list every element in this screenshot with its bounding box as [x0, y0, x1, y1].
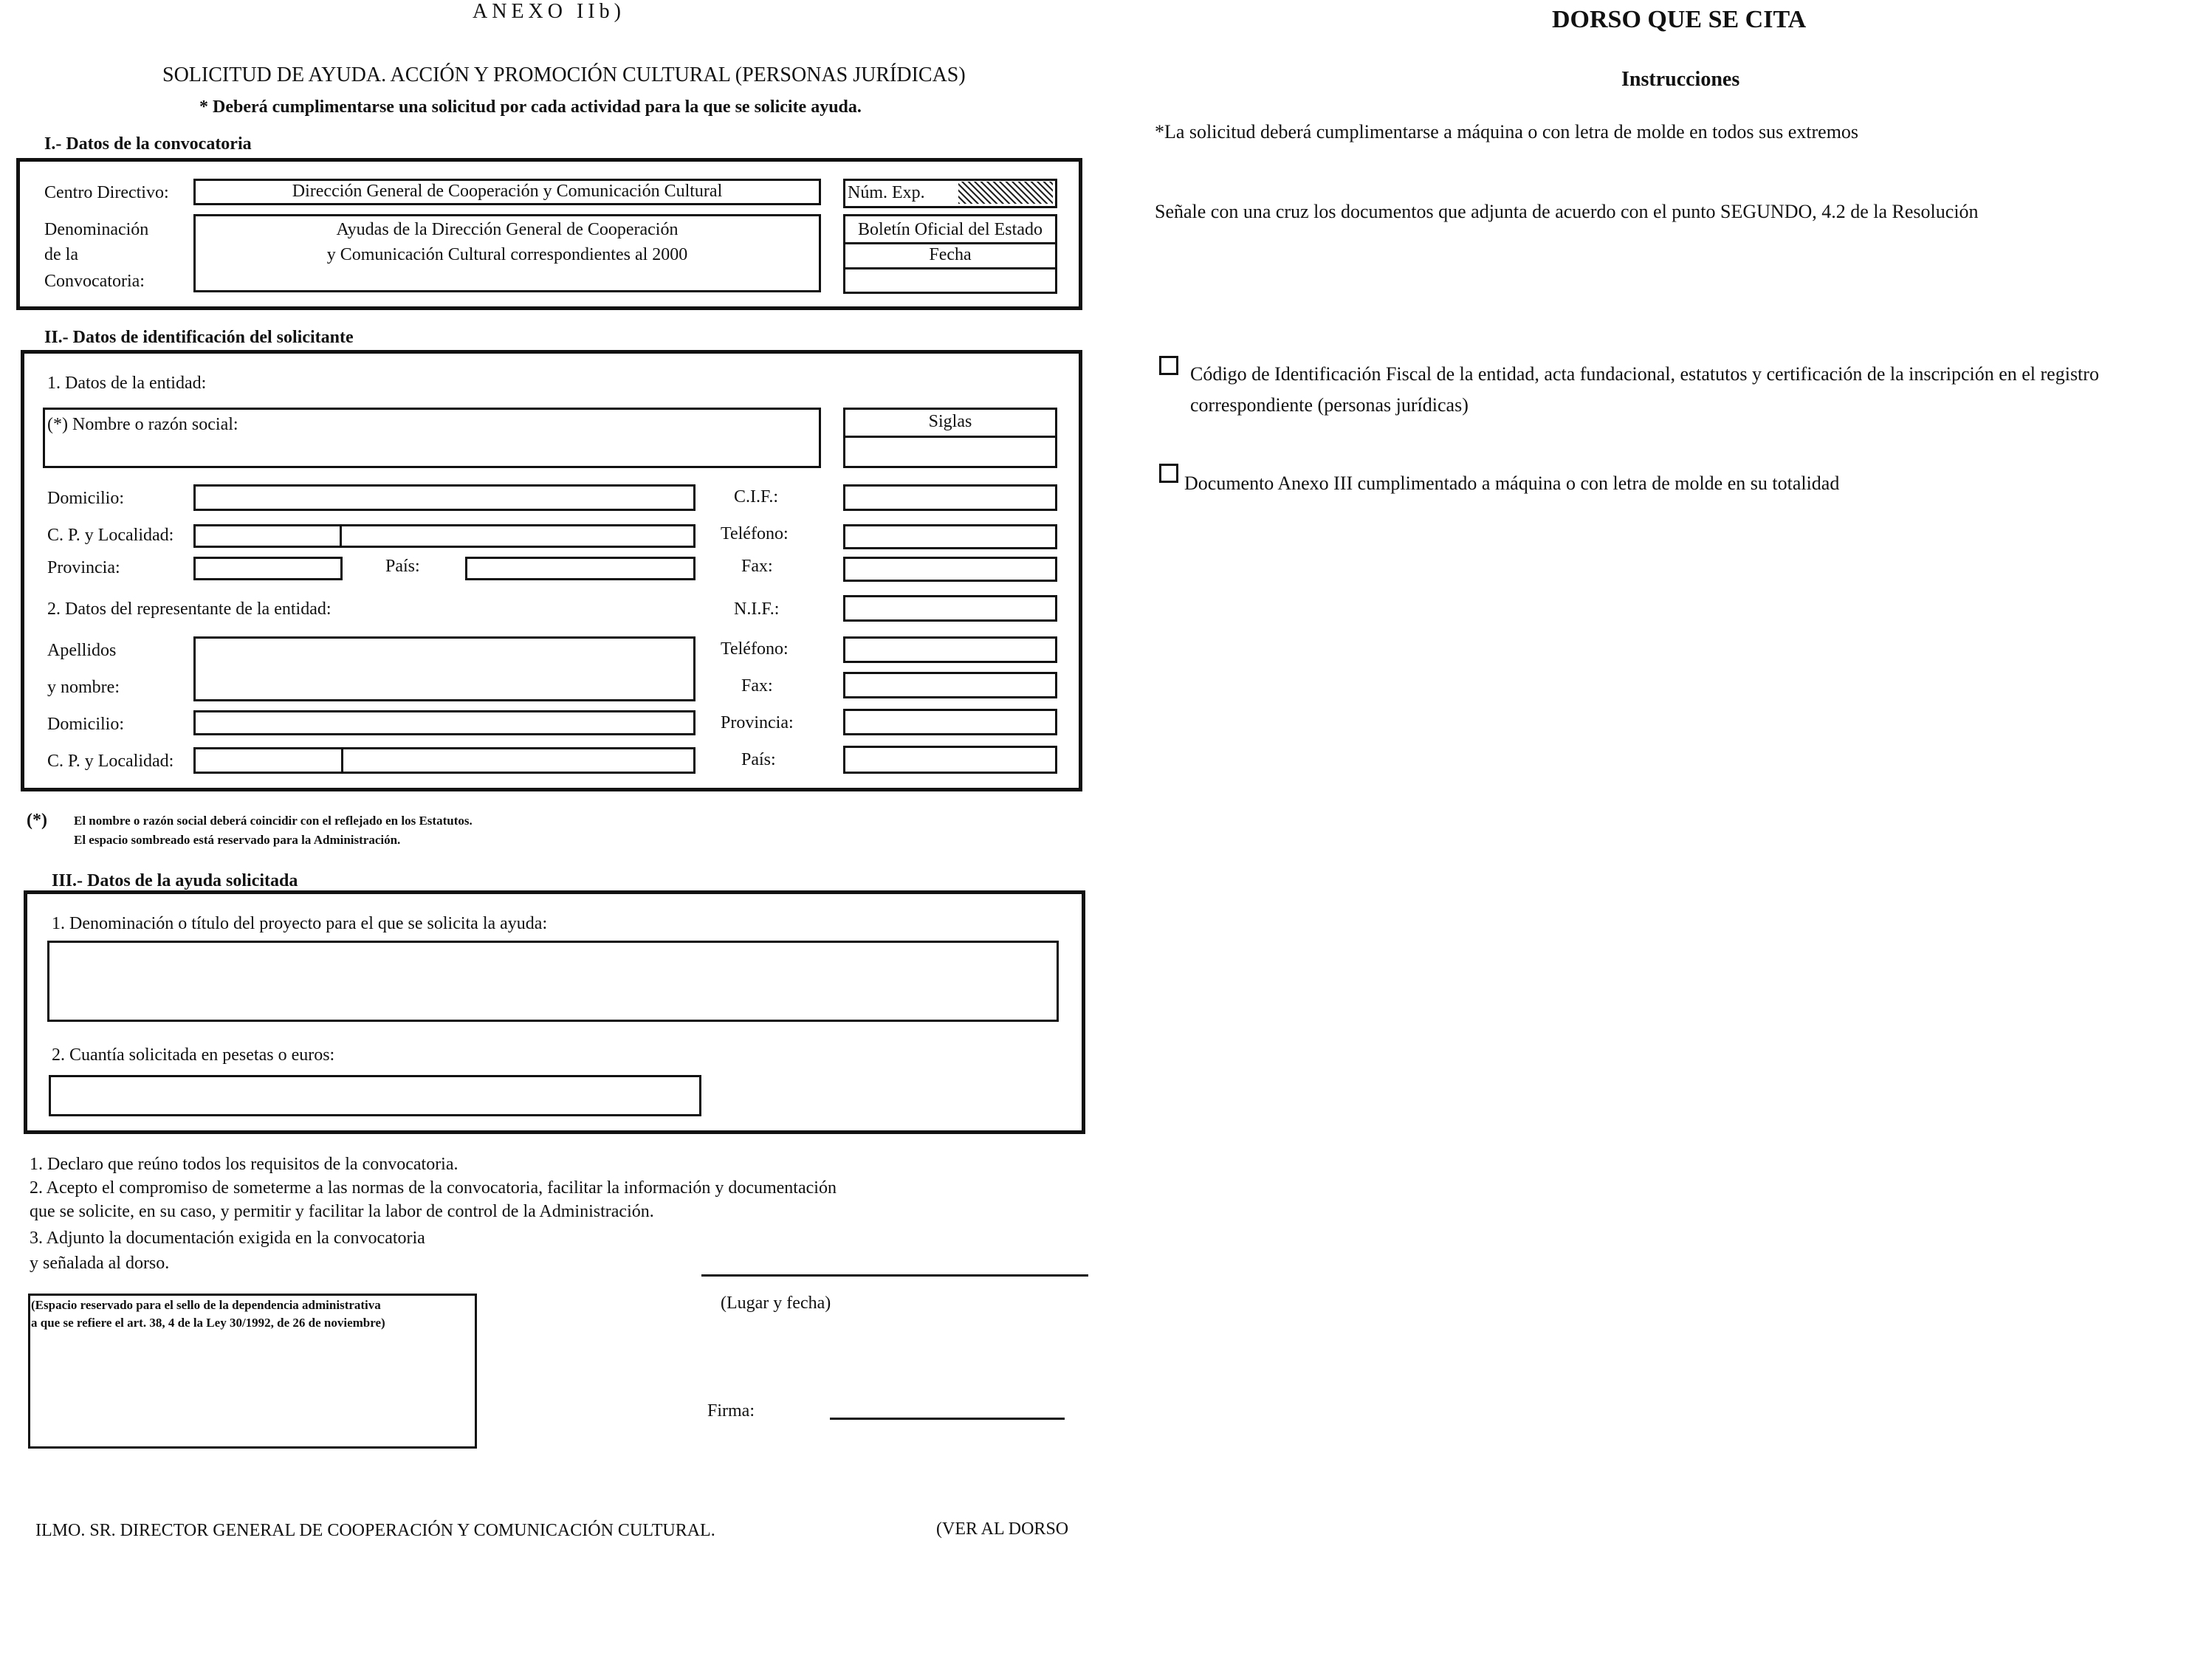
denominacion-label-3: Convocatoria: [44, 272, 145, 291]
instruction-1: *La solicitud deberá cumplimentarse a máquina o con letra de molde en todos sus extremos [1155, 121, 1859, 142]
centro-label: Centro Directivo: [44, 183, 169, 202]
telefono-label: Teléfono: [721, 524, 789, 543]
rep-cp-divider [341, 747, 343, 774]
checkbox-cif[interactable] [1159, 356, 1178, 375]
apellidos-label: Apellidos [47, 641, 117, 660]
fecha-label: Fecha [929, 245, 972, 264]
rep-cp-field[interactable] [193, 747, 695, 774]
num-exp-label: Núm. Exp. [848, 183, 925, 202]
cp-field[interactable] [193, 524, 695, 548]
nombre-label: (*) Nombre o razón social: [47, 415, 238, 434]
checkbox-anexo3[interactable] [1159, 464, 1178, 483]
stamp-line1: (Espacio reservado para el sello de la dependencia administrativa [31, 1298, 381, 1312]
footnote-line1: El nombre o razón social deberá coincidir con el reflejado en los Estatutos. [74, 814, 473, 828]
rep-fax-label: Fax: [741, 676, 773, 695]
cp-divider [340, 524, 342, 548]
checkbox-cif-label-1: Código de Identificación Fiscal de la entidad, acta fundacional, estatutos y certificación de la inscripción en el registro [1190, 363, 2099, 385]
pais-field[interactable] [465, 557, 695, 580]
firma-label: Firma: [707, 1401, 755, 1421]
num-exp-shaded [958, 182, 1053, 204]
domicilio-label: Domicilio: [47, 489, 124, 508]
fecha-divider [843, 267, 1057, 269]
entidad-label: 1. Datos de la entidad: [47, 374, 207, 393]
y-nombre-label: y nombre: [47, 678, 120, 697]
annex-title: ANEXO IIb) [473, 0, 625, 23]
rep-pais-field[interactable] [843, 746, 1057, 774]
lugar-fecha-line[interactable] [701, 1274, 1088, 1277]
cp-label: C. P. y Localidad: [47, 526, 174, 545]
provincia-label: Provincia: [47, 558, 120, 577]
dorso-title: DORSO QUE SE CITA [1552, 6, 1807, 33]
ver-dorso: (VER AL DORSO [936, 1519, 1069, 1539]
section1-heading: I.- Datos de la convocatoria [44, 134, 252, 154]
fax-label: Fax: [741, 557, 773, 576]
instruction-2: Señale con una cruz los documentos que adjunta de acuerdo con el punto SEGUNDO, 4.2 de la Resolución [1155, 201, 1979, 222]
addressee: ILMO. SR. DIRECTOR GENERAL DE COOPERACIÓN Y COMUNICACIÓN CULTURAL. [35, 1521, 715, 1540]
siglas-label: Siglas [928, 412, 972, 431]
section3-heading: III.- Datos de la ayuda solicitada [52, 871, 298, 890]
form-title: SOLICITUD DE AYUDA. ACCIÓN Y PROMOCIÓN CULTURAL (PERSONAS JURÍDICAS) [162, 63, 966, 86]
footnote-line2: El espacio sombreado está reservado para la Administración. [74, 833, 401, 847]
titulo-field[interactable] [47, 941, 1059, 1022]
denominacion-label-1: Denominación [44, 220, 149, 239]
firma-line[interactable] [830, 1418, 1065, 1420]
representante-label: 2. Datos del representante de la entidad: [47, 600, 332, 619]
apellidos-field[interactable] [193, 636, 695, 701]
rep-telefono-label: Teléfono: [721, 639, 789, 659]
boe-divider [843, 242, 1057, 244]
titulo-label: 1. Denominación o título del proyecto para el que se solicita la ayuda: [52, 914, 548, 933]
instructions-subtitle: Instrucciones [1621, 68, 1740, 91]
rep-cp-label: C. P. y Localidad: [47, 752, 174, 771]
stamp-line2: a que se refiere el art. 38, 4 de la Ley 30/1992, de 26 de noviembre) [31, 1316, 385, 1330]
cuantia-field[interactable] [49, 1075, 701, 1116]
nif-label: N.I.F.: [734, 600, 780, 619]
denominacion-label-2: de la [44, 245, 78, 264]
telefono-field[interactable] [843, 524, 1057, 549]
cuantia-label: 2. Cuantía solicitada en pesetas o euros: [52, 1045, 335, 1065]
checkbox-cif-label-2: correspondiente (personas jurídicas) [1190, 394, 1469, 416]
provincia-field[interactable] [193, 557, 343, 580]
pais-label: País: [385, 557, 420, 576]
cif-label: C.I.F.: [734, 487, 779, 506]
rep-pais-label: País: [741, 750, 776, 769]
rep-provincia-label: Provincia: [721, 713, 794, 732]
boe-label: Boletín Oficial del Estado [858, 220, 1043, 239]
declaration-2b: que se solicite, en su caso, y permitir y facilitar la labor de control de la Administración. [30, 1202, 654, 1221]
form-note: * Deberá cumplimentarse una solicitud por cada actividad para la que se solicite ayuda. [199, 97, 862, 117]
declaration-3: 3. Adjunto la documentación exigida en la convocatoria [30, 1229, 425, 1248]
rep-domicilio-field[interactable] [193, 710, 695, 735]
footnote-mark: (*) [27, 811, 47, 830]
rep-domicilio-label: Domicilio: [47, 715, 124, 734]
fax-field[interactable] [843, 557, 1057, 582]
siglas-divider [843, 436, 1057, 438]
rep-telefono-field[interactable] [843, 636, 1057, 663]
declaration-3b: y señalada al dorso. [30, 1254, 170, 1273]
rep-provincia-field[interactable] [843, 709, 1057, 735]
denominacion-value-2: y Comunicación Cultural correspondientes al 2000 [326, 245, 688, 264]
declaration-1: 1. Declaro que reúno todos los requisitos de la convocatoria. [30, 1155, 458, 1174]
centro-value: Dirección General de Cooperación y Comunicación Cultural [292, 182, 723, 201]
declaration-2: 2. Acepto el compromiso de someterme a las normas de la convocatoria, facilitar la información y documentación [30, 1178, 837, 1198]
rep-fax-field[interactable] [843, 672, 1057, 698]
denominacion-value-1: Ayudas de la Dirección General de Cooperación [336, 220, 679, 239]
cif-field[interactable] [843, 484, 1057, 511]
nif-field[interactable] [843, 595, 1057, 622]
checkbox-anexo3-label: Documento Anexo III cumplimentado a máquina o con letra de molde en su totalidad [1184, 473, 1840, 494]
lugar-fecha-label: (Lugar y fecha) [721, 1294, 831, 1313]
domicilio-field[interactable] [193, 484, 695, 511]
section2-heading: II.- Datos de identificación del solicitante [44, 328, 354, 347]
